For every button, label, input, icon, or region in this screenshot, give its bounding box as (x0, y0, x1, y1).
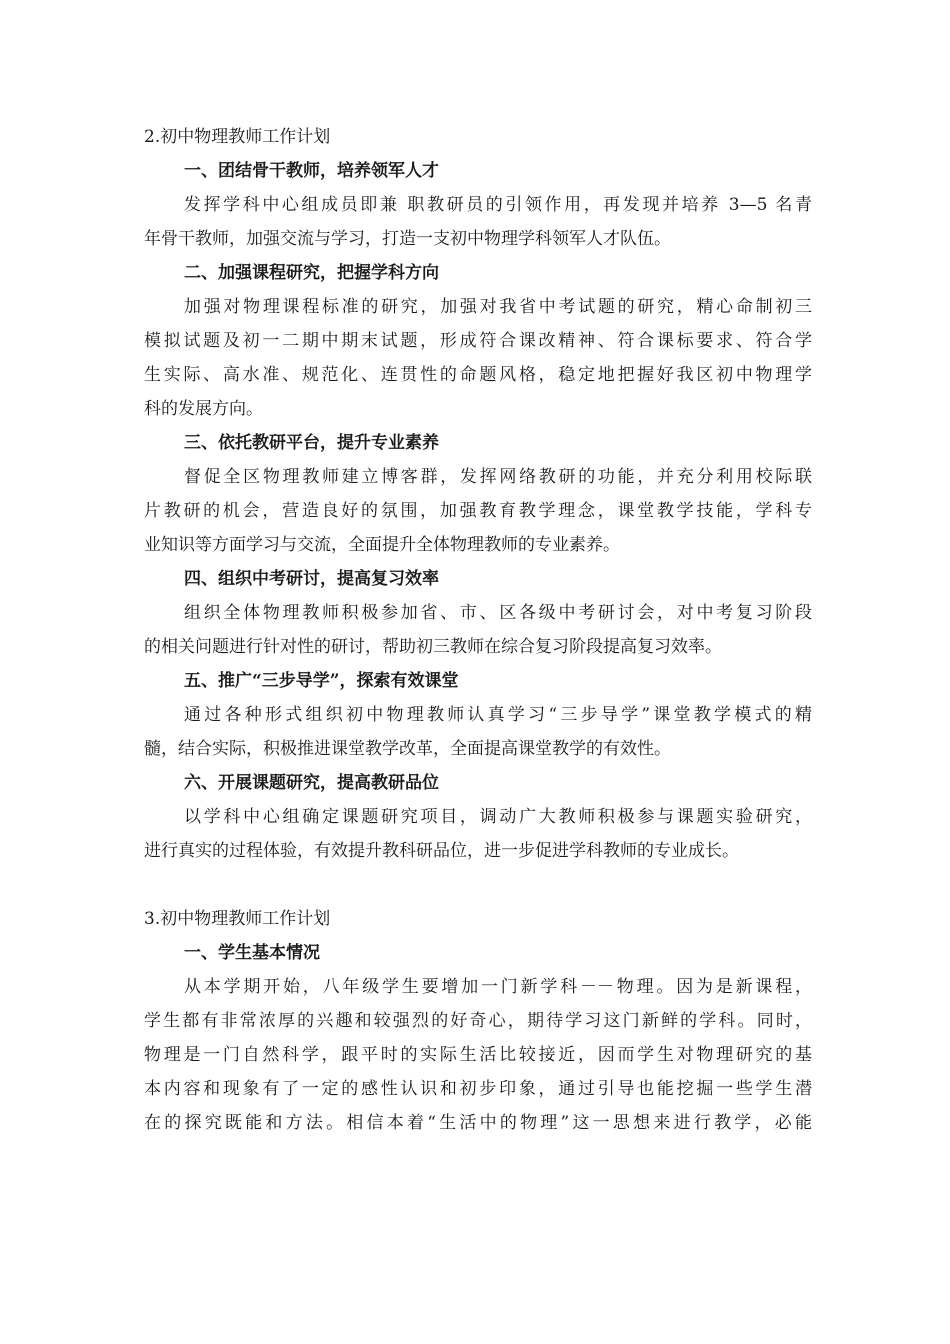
paragraph-line: 业知识等方面学习与交流，全面提升全体物理教师的专业素养。 (144, 535, 620, 555)
section-2-heading-4: 四、组织中考研讨，提高复习效率 (184, 569, 439, 589)
paragraph-line: 组织全体物理教师积极参加省、市、区各级中考研讨会，对中考复习阶段 (184, 603, 812, 623)
paragraph-line: 进行真实的过程体验，有效提升教科研品位，进一步促进学科教师的专业成长。 (144, 841, 739, 861)
paragraph-line: 发挥学科中心组成员即兼 职教研员的引领作用，再发现并培养 3—5 名青 (184, 195, 812, 215)
section-2-heading-6: 六、开展课题研究，提高教研品位 (184, 773, 439, 793)
paragraph-line: 模拟试题及初一二期中期末试题，形成符合课改精神、符合课标要求、符合学 (144, 331, 812, 351)
paragraph-line: 学生都有非常浓厚的兴趣和较强烈的好奇心，期待学习这门新鲜的学科。同时， (144, 1011, 812, 1031)
section-2-paragraph-4 (144, 596, 812, 664)
section-2-paragraph-2 (144, 290, 812, 426)
paragraph-line: 片教研的机会，营造良好的氛围，加强教育教学理念，课堂教学技能，学科专 (144, 501, 812, 521)
paragraph-line: 从本学期开始，八年级学生要增加一门新学科－－物理。因为是新课程， (184, 977, 812, 997)
section-2-paragraph-6 (144, 800, 812, 868)
section-2-paragraph-1 (144, 188, 812, 256)
paragraph-line: 科的发展方向。 (144, 399, 263, 419)
section-2-heading-2: 二、加强课程研究，把握学科方向 (184, 263, 439, 283)
section-2-heading-3: 三、依托教研平台，提升专业素养 (184, 433, 439, 453)
paragraph-line: 年骨干教师，加强交流与学习，打造一支初中物理学科领军人才队伍。 (144, 229, 671, 249)
section-3-heading-1: 一、学生基本情况 (184, 943, 320, 963)
section-2-paragraph-3 (144, 460, 812, 562)
paragraph-line: 督促全区物理教师建立博客群，发挥网络教研的功能，并充分利用校际联 (184, 467, 812, 487)
section-2-paragraph-5 (144, 698, 812, 766)
paragraph-line: 髓，结合实际，积极推进课堂教学改革，全面提高课堂教学的有效性。 (144, 739, 671, 759)
paragraph-line: 在的探究既能和方法。相信本着“生活中的物理”这一思想来进行教学，必能 (144, 1113, 812, 1133)
section-3-paragraph-1 (144, 970, 812, 1140)
section-2-heading-1: 一、团结骨干教师，培养领军人才 (184, 161, 439, 181)
section-3-title: 3.初中物理教师工作计划 (144, 909, 331, 929)
paragraph-line: 以学科中心组确定课题研究项目，调动广大教师积极参与课题实验研究， (184, 807, 812, 827)
paragraph-line: 的相关问题进行针对性的研讨，帮助初三教师在综合复习阶段提高复习效率。 (144, 637, 722, 657)
section-2-heading-5: 五、推广“三步导学”，探索有效课堂 (184, 671, 459, 691)
paragraph-line: 本内容和现象有了一定的感性认识和初步印象，通过引导也能挖掘一些学生潜 (144, 1079, 812, 1099)
paragraph-line: 生实际、高水准、规范化、连贯性的命题风格，稳定地把握好我区初中物理学 (144, 365, 812, 385)
section-gap (144, 868, 812, 902)
document-page (144, 120, 812, 1140)
paragraph-line: 通过各种形式组织初中物理教师认真学习“三步导学”课堂教学模式的精 (184, 705, 812, 725)
paragraph-line: 加强对物理课程标准的研究，加强对我省中考试题的研究，精心命制初三 (184, 297, 812, 317)
paragraph-line: 物理是一门自然科学，跟平时的实际生活比较接近，因而学生对物理研究的基 (144, 1045, 812, 1065)
section-2-title: 2.初中物理教师工作计划 (144, 127, 331, 147)
